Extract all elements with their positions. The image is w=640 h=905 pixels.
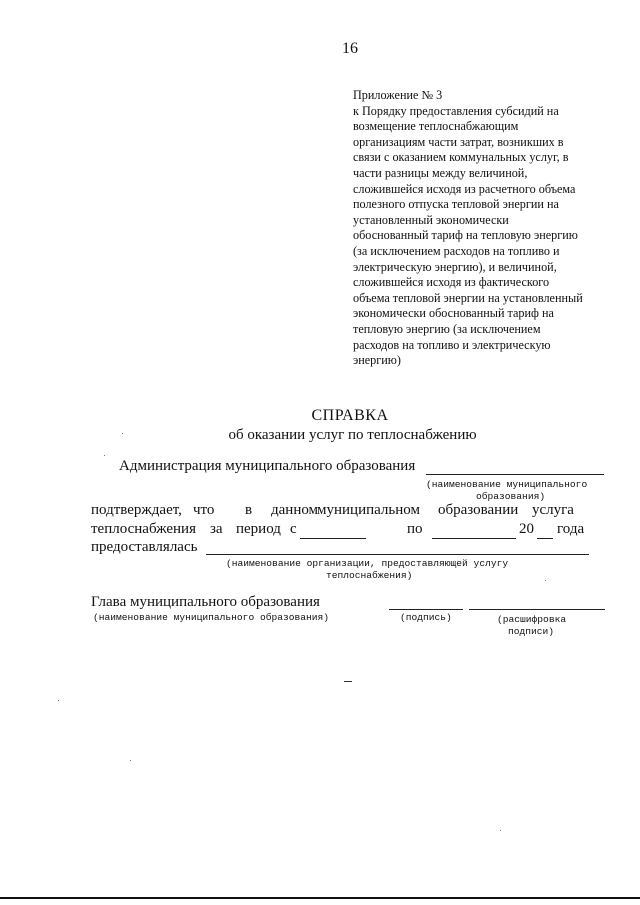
confirm-word: период <box>236 521 281 537</box>
appendix-line: Приложение № 3 <box>353 88 443 102</box>
appendix-line: возмещение теплоснабжающим <box>353 119 519 134</box>
scan-speck <box>545 580 546 581</box>
head-hint: (наименование муниципального образования) <box>93 612 330 623</box>
municipality-name-field[interactable] <box>426 474 604 475</box>
scan-speck <box>58 700 59 701</box>
document-subtitle: об оказании услуг по теплоснабжению <box>228 427 477 443</box>
confirm-word: года <box>557 521 585 537</box>
confirm-word: муниципальном <box>317 502 420 518</box>
confirm-word: услуга <box>532 502 574 518</box>
confirm-word: в <box>245 502 253 518</box>
scan-speck <box>122 433 123 434</box>
appendix-line: экономически обоснованный тариф на <box>353 306 554 321</box>
year-prefix: 20 <box>519 521 534 537</box>
organization-hint-2: теплоснабжения) <box>326 570 413 581</box>
appendix-line: тепловую энергию (за исключением <box>353 321 541 336</box>
appendix-block <box>353 88 608 369</box>
appendix-line: (за исключением расходов на топливо и <box>353 243 560 258</box>
head-label: Глава муниципального образования <box>91 594 320 610</box>
appendix-line: установленный экономически <box>353 212 509 227</box>
appendix-line: расходов на топливо и электрическую <box>353 337 551 352</box>
municipality-hint-2: образования) <box>476 491 546 502</box>
appendix-line: энергию) <box>353 353 401 368</box>
appendix-line: сложившейся исходя из фактического <box>353 275 550 290</box>
confirm-word: теплоснабжения <box>91 521 196 537</box>
confirm-word: данном <box>271 502 319 518</box>
confirm-word: с <box>290 521 297 537</box>
organization-hint: (наименование организации, предоставляющей услугу <box>226 558 509 569</box>
period-end-field[interactable] <box>432 538 516 539</box>
page-bottom-border <box>0 897 640 899</box>
appendix-line: объема тепловой энергии на установленный <box>353 290 583 305</box>
appendix-line: части разницы между величиной, <box>353 165 528 180</box>
provided-label: предоставлялась <box>91 539 198 555</box>
period-start-field[interactable] <box>300 538 366 539</box>
page-number: 16 <box>342 40 358 57</box>
document-title: СПРАВКА <box>311 407 389 424</box>
scan-speck <box>104 455 105 456</box>
signature-decode-field[interactable] <box>469 609 605 610</box>
appendix-line: к Порядку предоставления субсидий на <box>353 103 559 118</box>
signature-field[interactable] <box>389 609 463 610</box>
scan-speck <box>130 760 131 761</box>
confirm-word: по <box>407 521 423 537</box>
appendix-line: полезного отпуска тепловой энергии на <box>353 197 559 212</box>
confirm-word: подтверждает, <box>91 502 182 518</box>
scan-dash <box>344 681 352 682</box>
appendix-line: сложившейся исходя из расчетного объема <box>353 181 576 196</box>
appendix-line: связи с оказанием коммунальных услуг, в <box>353 150 569 165</box>
appendix-line: электрическую энергию), и величиной, <box>353 259 557 274</box>
confirm-word: за <box>210 521 223 537</box>
scan-speck <box>500 830 501 831</box>
municipality-hint: (наименование муниципального <box>426 479 588 490</box>
appendix-line: организациям части затрат, возникших в <box>353 134 564 149</box>
confirm-word: образовании <box>438 502 519 518</box>
organization-name-field[interactable] <box>206 554 589 555</box>
year-field[interactable] <box>537 538 553 539</box>
administration-label: Администрация муниципального образования <box>119 458 416 474</box>
decode-hint-2: подписи) <box>508 626 555 637</box>
appendix-line: обоснованный тариф на тепловую энергию <box>353 228 578 243</box>
decode-hint: (расшифровка <box>497 614 567 625</box>
confirm-word: что <box>193 502 215 518</box>
signature-hint: (подпись) <box>400 612 452 623</box>
